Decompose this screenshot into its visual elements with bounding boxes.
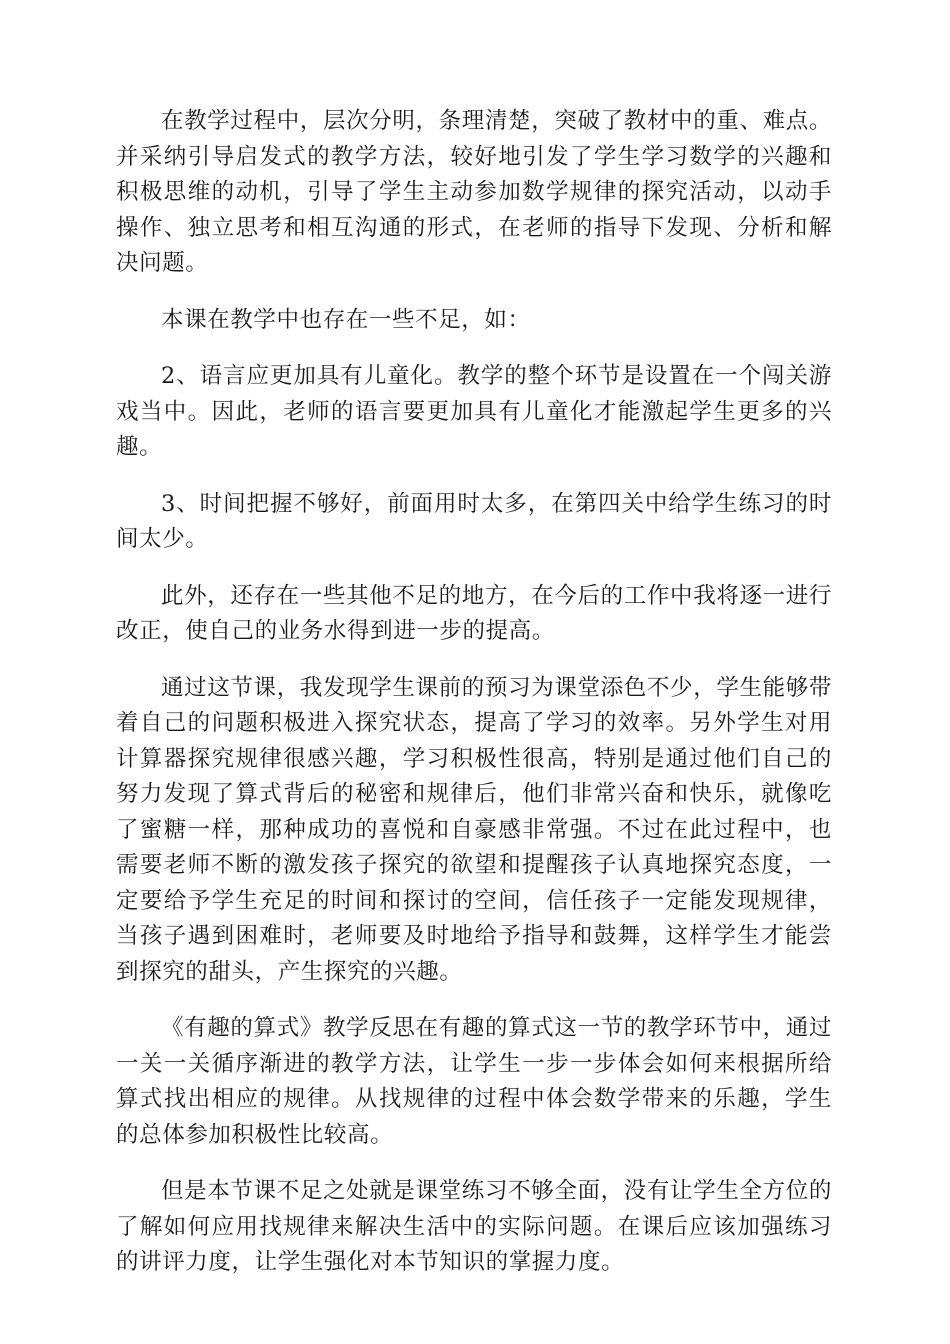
paragraph-point-2-language: 2、语言应更加具有儿童化。教学的整个环节是设置在一个闯关游戏当中。因此，老师的语言要更加具有儿童化才能激起学生更多的兴趣。 xyxy=(116,363,832,460)
paragraph-other-shortcomings: 此外，还存在一些其他不足的地方，在今后的工作中我将逐一进行改正，使自己的业务水得到进一步的提高。 xyxy=(116,582,832,644)
paragraph-student-preview: 通过这节课，我发现学生课前的预习为课堂添色不少，学生能够带着自己的问题积极进入探究状态，提高了学习的效率。另外学生对用计算器探究规律很感兴趣，学习积极性很高，特别是通过他们自己的努力发现了算式背后的秘密和规律后，他们非常兴奋和快乐，就像吃了蜜糖一样，那种成功的喜悦和自豪感非常强。不过在此过程中，也需要老师不断的激发孩子探究的欲望和提醒孩子认真地探究态度，一定要给予学生充足的时间和探讨的空间，信任孩子一定能发现规律，当孩子遇到困难时，老师要及时地给予指导和鼓舞，这样学生才能尝到探究的甜头，产生探究的兴趣。 xyxy=(116,674,832,985)
paragraph-shortcomings-intro: 本课在教学中也存在一些不足，如： xyxy=(161,306,531,333)
paragraph-teaching-process: 在教学过程中，层次分明，条理清楚，突破了教材中的重、难点。并采纳引导启发式的教学方法，较好地引发了学生学习数学的兴趣和积极思维的动机，引导了学生主动参加数学规律的探究活动，以动手操作、独立思考和相互沟通的形式，在老师的指导下发现、分析和解决问题。 xyxy=(116,108,832,276)
document-body xyxy=(116,104,832,1302)
paragraph-interesting-formula-reflection: 《有趣的算式》教学反思在有趣的算式这一节的教学环节中，通过一关一关循序渐进的教学方法，让学生一步一步体会如何来根据所给算式找出相应的规律。从找规律的过程中体会数学带来的乐趣，学生的总体参加积极性比较高。 xyxy=(116,1015,832,1148)
paragraph-practice-deficiency: 但是本节课不足之处就是课堂练习不够全面，没有让学生全方位的了解如何应用找规律来解决生活中的实际问题。在课后应该加强练习的讲评力度，让学生强化对本节知识的掌握力度。 xyxy=(116,1178,832,1275)
paragraph-point-3-time: 3、时间把握不够好，前面用时太多，在第四关中给学生练习的时间太少。 xyxy=(116,490,832,552)
